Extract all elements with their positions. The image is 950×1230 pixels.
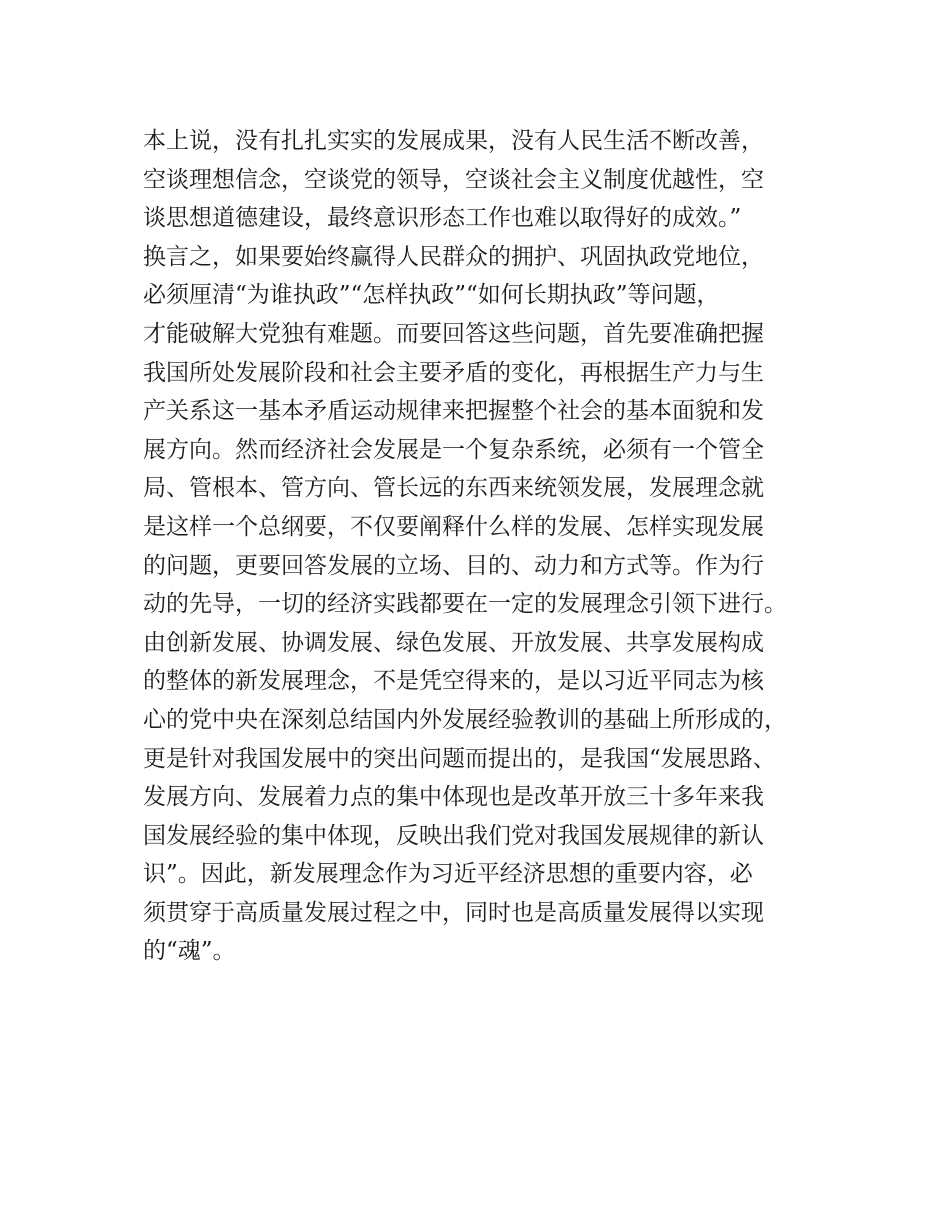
text-line: 心的党中央在深刻总结国内外发展经验教训的基础上所形成的， [143, 706, 787, 733]
text-line: 我国所处发展阶段和社会主要矛盾的变化，再根据生产力与生 [143, 359, 764, 386]
text-line: 的整体的新发展理念，不是凭空得来的，是以习近平同志为核 [143, 668, 764, 695]
text-line: 才能破解大党独有难题。而要回答这些问题，首先要准确把握 [143, 320, 764, 347]
text-line: 换言之，如果要始终赢得人民群众的拥护、巩固执政党地位， [143, 243, 764, 270]
text-line: 识”。因此，新发展理念作为习近平经济思想的重要内容，必 [143, 861, 753, 888]
text-line: 产关系这一基本矛盾运动规律来把握整个社会的基本面貌和发 [143, 398, 764, 425]
text-line: 发展方向、发展着力点的集中体现也是改革开放三十多年来我 [143, 784, 764, 811]
text-line: 的“魂”。 [143, 938, 236, 965]
text-line: 动的先导，一切的经济实践都要在一定的发展理念引领下进行。 [143, 591, 787, 618]
text-line: 的问题，更要回答发展的立场、目的、动力和方式等。作为行 [143, 552, 764, 579]
text-line: 谈思想道德建设，最终意识形态工作也难以取得好的成效。” [143, 205, 742, 232]
text-line: 局、管根本、管方向、管长远的东西来统领发展，发展理念就 [143, 475, 764, 502]
body-text [143, 122, 833, 971]
text-line: 展方向。然而经济社会发展是一个复杂系统，必须有一个管全 [143, 436, 764, 463]
text-line: 空谈理想信念，空谈党的领导，空谈社会主义制度优越性，空 [143, 166, 764, 193]
text-line: 须贯穿于高质量发展过程之中，同时也是高质量发展得以实现 [143, 899, 764, 926]
text-line: 必须厘清“为谁执政”“怎样执政”“如何长期执政”等问题， [143, 282, 720, 309]
text-line: 本上说，没有扎扎实实的发展成果，没有人民生活不断改善， [143, 128, 764, 154]
text-line: 由创新发展、协调发展、绿色发展、开放发展、共享发展构成 [143, 629, 764, 656]
text-line: 国发展经验的集中体现，反映出我们党对我国发展规律的新认 [143, 822, 764, 849]
text-line: 是这样一个总纲要，不仅要阐释什么样的发展、怎样实现发展 [143, 513, 764, 540]
text-line: 更是针对我国发展中的突出问题而提出的，是我国“发展思路、 [143, 745, 776, 772]
